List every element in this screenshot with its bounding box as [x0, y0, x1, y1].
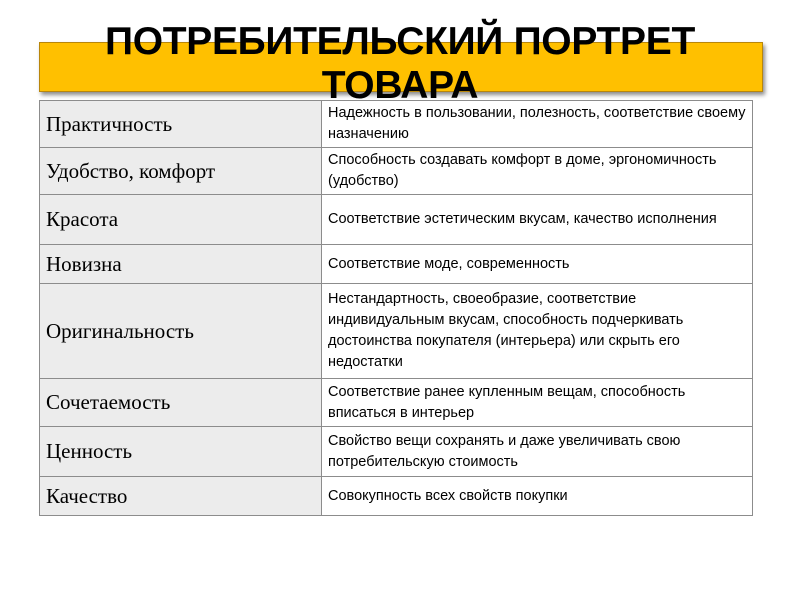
property-name: Практичность: [40, 101, 322, 148]
property-name: Новизна: [40, 245, 322, 284]
property-name: Сочетаемость: [40, 379, 322, 427]
property-name: Ценность: [40, 427, 322, 477]
title-line-1: ПОТРЕБИТЕЛЬСКИЙ ПОРТРЕТ: [104, 20, 696, 63]
property-name: Красота: [40, 195, 322, 245]
product-portrait-table: [39, 100, 753, 516]
table-row: [40, 195, 753, 245]
table-row: [40, 284, 753, 379]
table-row: [40, 379, 753, 427]
property-name: Оригинальность: [40, 284, 322, 379]
property-description: Соответствие моде, современность: [322, 245, 753, 284]
property-description: Свойство вещи сохранять и даже увеличивать свою потребительскую стоимость: [322, 427, 753, 477]
slide-title: [0, 20, 800, 108]
property-name: Качество: [40, 477, 322, 516]
table-row: [40, 477, 753, 516]
table-row: [40, 148, 753, 195]
property-description: Совокупность всех свойств покупки: [322, 477, 753, 516]
table-row: [40, 427, 753, 477]
property-description: Соответствие ранее купленным вещам, способность вписаться в интерьер: [322, 379, 753, 427]
property-description: Соответствие эстетическим вкусам, качество исполнения: [322, 195, 753, 245]
table-row: [40, 245, 753, 284]
property-description: Нестандартность, своеобразие, соответствие индивидуальным вкусам, способность подчеркивать достоинства покупателя (интерьера) или скрыть его недостатки: [322, 284, 753, 379]
title-line-2: ТОВАРА: [321, 64, 479, 107]
property-name: Удобство, комфорт: [40, 148, 322, 195]
property-description: Надежность в пользовании, полезность, соответствие своему назначению: [322, 101, 753, 148]
property-description: Способность создавать комфорт в доме, эргономичность (удобство): [322, 148, 753, 195]
